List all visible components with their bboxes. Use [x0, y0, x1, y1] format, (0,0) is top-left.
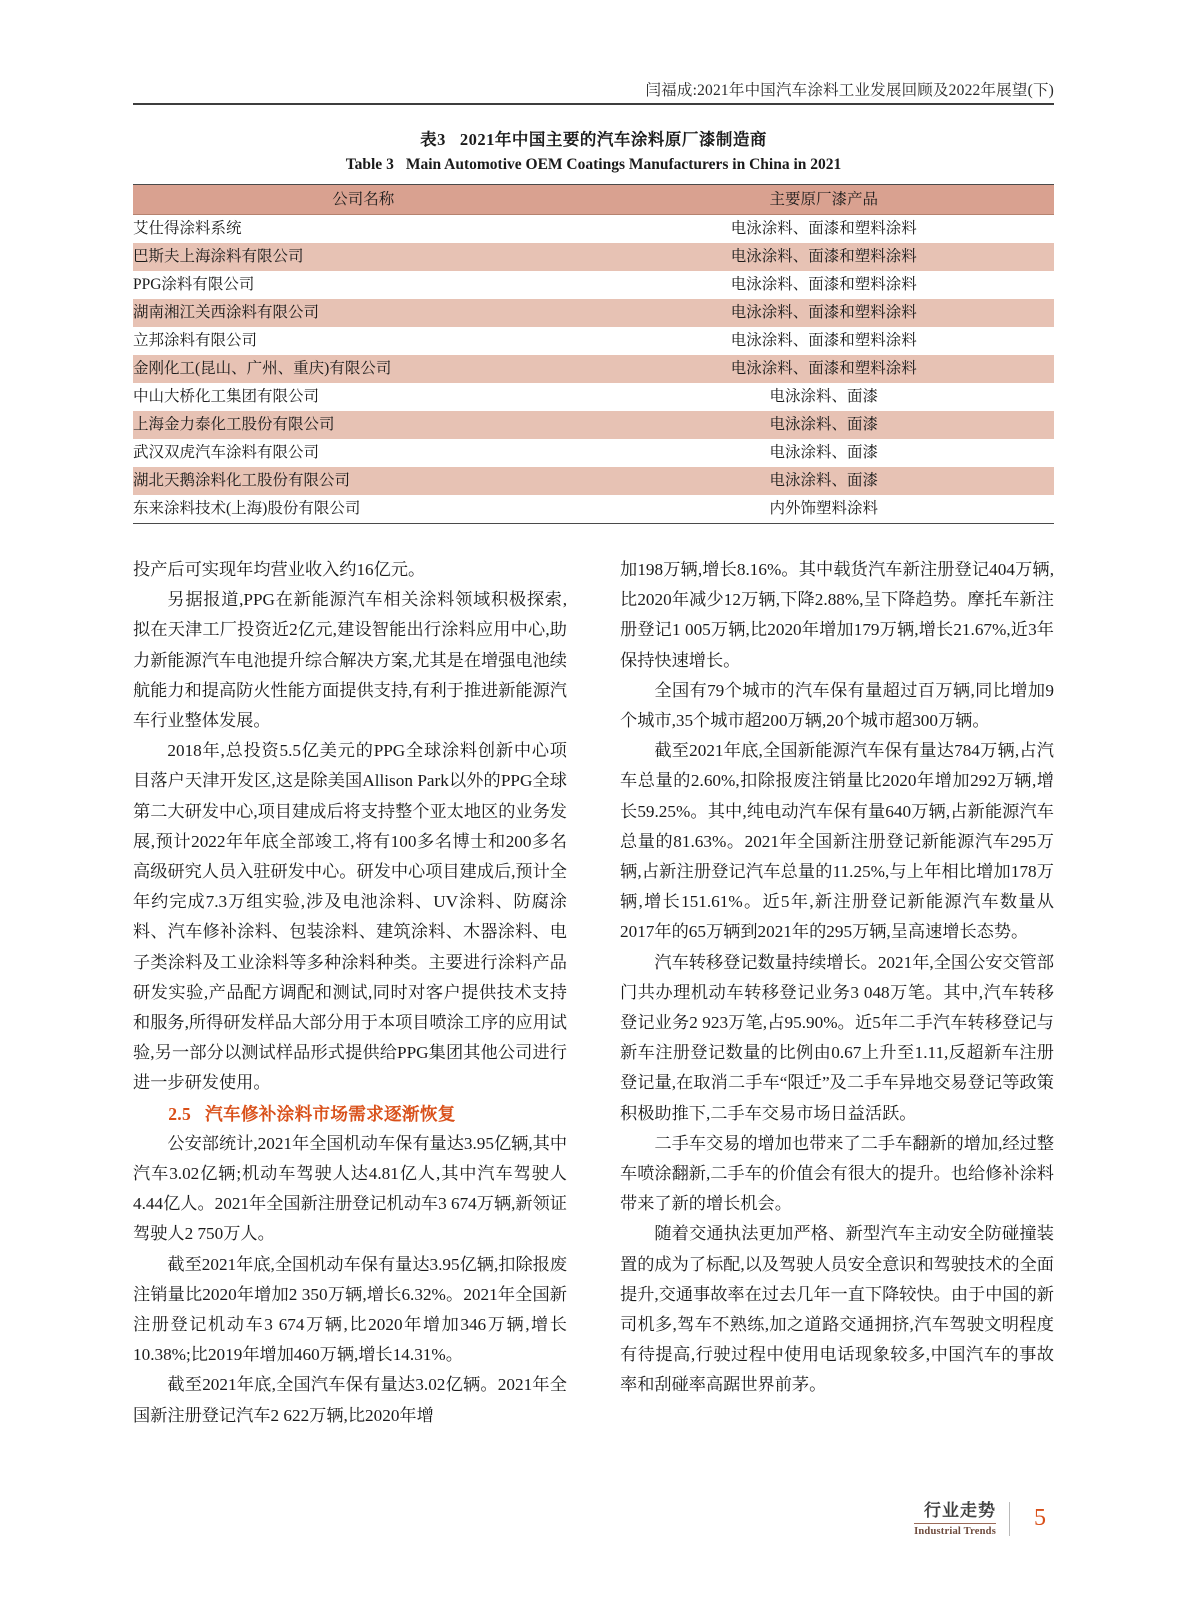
- table-title-cn: [133, 126, 1054, 150]
- footer-brand-cn: 行业走势: [924, 1500, 996, 1520]
- cell-company: 湖南湘江关西涂料有限公司: [133, 299, 594, 327]
- cell-products: 电泳涂料、面漆: [594, 411, 1055, 439]
- table-row: [133, 299, 1054, 327]
- paragraph: 公安部统计,2021年全国机动车保有量达3.95亿辆,其中汽车3.02亿辆;机动车驾驶人达4.81亿人,其中汽车驾驶人4.44亿人。2021年全国新注册登记机动车3 674万辆,新领证驾驶人2 750万人。: [133, 1133, 568, 1244]
- cell-company: 艾仕得涂料系统: [133, 215, 594, 244]
- paragraph: 全国有79个城市的汽车保有量超过百万辆,同比增加9个城市,35个城市超200万辆,20个城市超300万辆。: [620, 680, 1054, 731]
- table-row: [133, 355, 1054, 383]
- footer-divider: [1009, 1502, 1010, 1536]
- table-row: [133, 411, 1054, 439]
- table-number-cn: 表3: [420, 130, 446, 149]
- paragraph: 加198万辆,增长8.16%。其中载货汽车新注册登记404万辆,比2020年减少12万辆,下降2.88%,呈下降趋势。摩托车新注册登记1 005万辆,比2020年增加179万辆,增长21.67%,近3年保持快速增长。: [620, 560, 1054, 670]
- cell-company: 中山大桥化工集团有限公司: [133, 383, 594, 411]
- cell-company: 立邦涂料有限公司: [133, 327, 594, 355]
- section-title: 汽车修补涂料市场需求逐渐恢复: [205, 1103, 456, 1124]
- cell-products: 电泳涂料、面漆: [594, 439, 1055, 467]
- cell-company: 巴斯夫上海涂料有限公司: [133, 243, 594, 271]
- cell-company: 金刚化工(昆山、广州、重庆)有限公司: [133, 355, 594, 383]
- table-title-en-text: Main Automotive OEM Coatings Manufacturers in China in 2021: [405, 156, 842, 173]
- cell-products: 电泳涂料、面漆和塑料涂料: [594, 299, 1055, 327]
- table-row: [133, 271, 1054, 299]
- cell-products: 电泳涂料、面漆和塑料涂料: [594, 243, 1055, 271]
- paragraph: 截至2021年底,全国新能源汽车保有量达784万辆,占汽车总量的2.60%,扣除报废注销量比2020年增加292万辆,增长59.25%。其中,纯电动汽车保有量640万辆,占新能源汽车总量的81.63%。2021年全国新注册登记新能源汽车295万辆,占新注册登记汽车总量的11.25%,与上年相比增加178万辆,增长151.61%。近5年,新注册登记新能源汽车数量从2017年的65万辆到2021年的295万辆,呈高速增长态势。: [620, 741, 1054, 942]
- oem-manufacturers-table: [133, 184, 1054, 524]
- table-row: [133, 467, 1054, 495]
- cell-company: 东来涂料技术(上海)股份有限公司: [133, 495, 594, 524]
- running-head: 闫福成:2021年中国汽车涂料工业发展回顾及2022年展望(下): [645, 82, 1054, 99]
- column-header-products: 主要原厂漆产品: [594, 185, 1055, 215]
- section-heading: [133, 1099, 567, 1129]
- table-title-cn-text: 2021年中国主要的汽车涂料原厂漆制造商: [459, 130, 767, 149]
- table-body: [133, 215, 1054, 524]
- table-row: [133, 383, 1054, 411]
- footer-brand-en: Industrial Trends: [914, 1523, 996, 1538]
- cell-products: 内外饰塑料涂料: [594, 495, 1055, 524]
- paragraph: 汽车转移登记数量持续增长。2021年,全国公安交管部门共办理机动车转移登记业务3 048万笔。其中,汽车转移登记业务2 923万笔,占95.90%。近5年二手汽车转移登记与新车注册登记数量的比例由0.67上升至1.11,反超新车注册登记量,在取消二手车“限迁”及二手车异地交易登记等政策积极助推下,二手车交易市场日益活跃。: [620, 952, 1055, 1123]
- table-row: [133, 215, 1054, 244]
- page-number: 5: [1034, 1505, 1046, 1531]
- table-row: [133, 327, 1054, 355]
- cell-products: 电泳涂料、面漆: [594, 467, 1055, 495]
- cell-products: 电泳涂料、面漆和塑料涂料: [594, 327, 1055, 355]
- table-header-row: [133, 185, 1054, 215]
- paragraph: 投产后可实现年均营业收入约16亿元。: [133, 560, 426, 579]
- table-block: [133, 126, 1054, 524]
- cell-company: 武汉双虎汽车涂料有限公司: [133, 439, 594, 467]
- paragraph: 截至2021年底,全国汽车保有量达3.02亿辆。2021年全国新注册登记汽车2 622万辆,比2020年增: [133, 1375, 567, 1425]
- table-row: [133, 495, 1054, 524]
- table-number-en: Table 3: [345, 156, 394, 173]
- section-number: 2.5: [168, 1103, 192, 1124]
- paragraph: 另据报道,PPG在新能源汽车相关涂料领域积极探索,拟在天津工厂投资近2亿元,建设智能出行涂料应用中心,助力新能源汽车电池提升综合解决方案,尤其是在增强电池续航能力和提高防火性能方面提供支持,有利于推进新能源汽车行业整体发展。: [133, 590, 567, 731]
- paragraph: 二手车交易的增加也带来了二手车翻新的增加,经过整车喷涂翻新,二手车的价值会有很大的提升。也给修补涂料带来了新的增长机会。: [620, 1133, 1055, 1214]
- cell-company: 湖北天鹅涂料化工股份有限公司: [133, 467, 594, 495]
- cell-products: 电泳涂料、面漆和塑料涂料: [594, 271, 1055, 299]
- paragraph: 随着交通执法更加严格、新型汽车主动安全防碰撞装置的成为了标配,以及驾驶人员安全意识和驾驶技术的全面提升,交通事故率在过去几年一直下降较快。由于中国的新司机多,驾车不熟练,加之道路交通拥挤,汽车驾驶文明程度有待提高,行驶过程中使用电话现象较多,中国汽车的事故率和刮碰率高踞世界前茅。: [620, 1224, 1054, 1395]
- left-column: [133, 555, 567, 1431]
- body-columns: [133, 555, 1054, 1455]
- cell-products: 电泳涂料、面漆: [594, 383, 1055, 411]
- column-header-company: 公司名称: [133, 185, 594, 215]
- paragraph: 截至2021年底,全国机动车保有量达3.95亿辆,扣除报废注销量比2020年增加2 350万辆,增长6.32%。2021年全国新注册登记机动车3 674万辆,比2020年增加346万辆,增长10.38%;比2019年增加460万辆,增长14.31%。: [133, 1254, 568, 1365]
- table-title-en: [133, 156, 1054, 174]
- table-row: [133, 439, 1054, 467]
- page-footer: [133, 1492, 1054, 1540]
- table-head: [133, 185, 1054, 215]
- cell-company: PPG涂料有限公司: [133, 271, 594, 299]
- header-rule: [133, 103, 1054, 105]
- cell-products: 电泳涂料、面漆和塑料涂料: [594, 215, 1055, 244]
- cell-products: 电泳涂料、面漆和塑料涂料: [594, 355, 1055, 383]
- table-row: [133, 243, 1054, 271]
- footer-brand: [914, 1502, 996, 1538]
- paragraph: 2018年,总投资5.5亿美元的PPG全球涂料创新中心项目落户天津开发区,这是除美国Allison Park以外的PPG全球第二大研发中心,项目建成后将支持整个亚太地区的业务发展,预计2022年年底全部竣工,将有100多名博士和200多名高级研究人员入驻研发中心。研发中心项目建成后,预计全年约完成7.3万组实验,涉及电池涂料、UV涂料、防腐涂料、汽车修补涂料、包装涂料、建筑涂料、木器涂料、电子类涂料及工业涂料等多种涂料种类。主要进行涂料产品研发实验,产品配方调配和测试,同时对客户提供技术支持和服务,所得研发样品大部分用于本项目喷涂工序的应用试验,另一部分以测试样品形式提供给PPG集团其他公司进行进一步研发使用。: [133, 741, 567, 1093]
- cell-company: 上海金力泰化工股份有限公司: [133, 411, 594, 439]
- right-column: [620, 555, 1054, 1401]
